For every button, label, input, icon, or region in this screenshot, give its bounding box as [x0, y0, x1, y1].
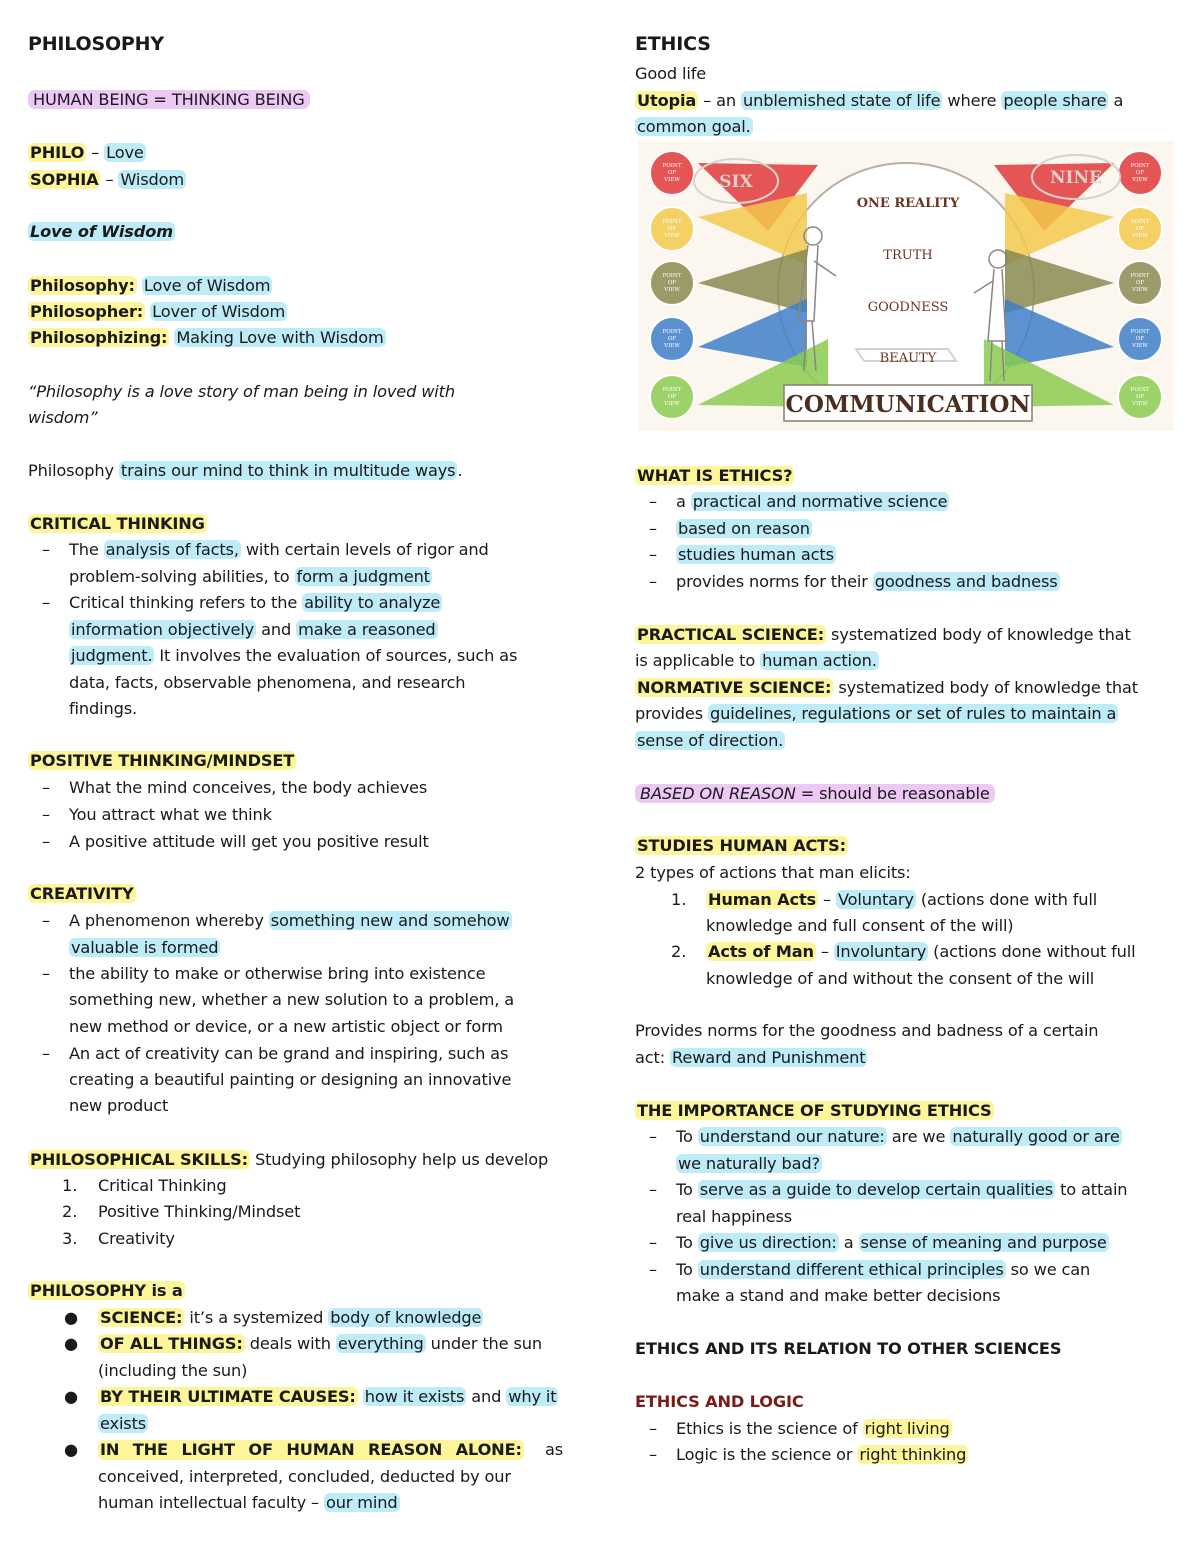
importance-heading — [635, 1101, 994, 1121]
sophia-label: SOPHIA — [30, 170, 99, 189]
dot-bullet: ● — [64, 1387, 79, 1406]
provides-line-2 — [635, 1048, 867, 1068]
pov-label: VIEW — [664, 401, 680, 407]
highlight: people share — [1003, 91, 1107, 110]
dash-bullet: – — [42, 778, 51, 797]
philo-line: PHILO – Love — [30, 143, 144, 162]
importance-i2-l2: real happiness — [676, 1207, 793, 1226]
positive-item: You attract what we think — [69, 805, 272, 824]
text: To — [676, 1180, 698, 1199]
good-life: Good life — [635, 64, 707, 83]
highlight: everything — [337, 1334, 424, 1353]
label: Human Acts — [708, 890, 817, 909]
pov-label: OF — [1135, 226, 1145, 232]
highlight: Voluntary — [837, 890, 914, 909]
critical-b2-l5: findings. — [69, 699, 137, 718]
importance-i3 — [676, 1233, 1109, 1253]
highlight: ability to analyze — [304, 593, 441, 612]
is-a-heading-text: PHILOSOPHY is a — [30, 1281, 183, 1300]
importance-i1 — [676, 1127, 1122, 1147]
critical-b2-l4: data, facts, observable phenomena, and research — [69, 673, 466, 692]
word-goodness: GOODNESS — [867, 300, 949, 315]
dot-bullet: ● — [64, 1308, 79, 1327]
pov-label: OF — [667, 226, 677, 232]
importance-i2 — [676, 1180, 1127, 1200]
highlight: form a judgment — [296, 567, 430, 586]
text: – an — [698, 91, 741, 110]
philosophy-title: PHILOSOPHY — [28, 33, 164, 55]
highlight: make a reasoned — [298, 620, 436, 639]
text: – — [815, 942, 834, 961]
list-number: 2. — [671, 942, 687, 961]
highlight: body of knowledge — [330, 1308, 482, 1327]
skills-item: Positive Thinking/Mindset — [98, 1202, 301, 1221]
studies-heading-text: STUDIES HUMAN ACTS: — [637, 836, 846, 855]
dash-bullet: – — [649, 1445, 658, 1464]
list-number: 2. — [62, 1202, 78, 1221]
highlight: understand our nature: — [699, 1127, 885, 1146]
all-things-line — [98, 1334, 542, 1354]
pov-label: OF — [1135, 394, 1145, 400]
highlight: information objectively — [71, 620, 255, 639]
based-rest: = should be reasonable — [795, 784, 990, 803]
ethics-title: ETHICS — [635, 33, 711, 55]
text: so we can — [1005, 1260, 1091, 1279]
highlight: exists — [100, 1414, 147, 1433]
based-highlight — [635, 784, 995, 803]
dash-bullet: – — [649, 1180, 658, 1199]
highlight: valuable is formed — [71, 938, 219, 957]
positive-heading-text: POSITIVE THINKING/MINDSET — [30, 751, 295, 770]
creativity-heading-text: CREATIVITY — [30, 884, 134, 903]
quote-text: “Philosophy is a love story of man being in loved with — [28, 382, 455, 401]
text: is applicable to — [635, 651, 761, 670]
is-a-heading — [28, 1281, 185, 1301]
dash-bullet: – — [649, 1233, 658, 1252]
text: a — [676, 492, 691, 511]
science-line — [98, 1308, 483, 1328]
def-value: Lover of Wisdom — [152, 302, 286, 321]
skills-label: PHILOSOPHICAL SKILLS: — [30, 1150, 248, 1169]
dash-bullet: – — [649, 492, 658, 511]
pov-label: VIEW — [664, 233, 680, 239]
text: systematized body of knowledge that — [833, 678, 1138, 697]
highlight: we naturally bad? — [678, 1154, 820, 1173]
pov-label: VIEW — [1132, 233, 1148, 239]
creativity-b3-l2: creating a beautiful painting or designing an innovative — [69, 1070, 512, 1089]
highlight: our mind — [325, 1493, 398, 1512]
dash-bullet: – — [649, 572, 658, 591]
def-philosophizing — [28, 328, 386, 348]
def-term: Philosophizing: — [30, 328, 168, 347]
def-term: Philosopher: — [30, 302, 144, 321]
highlight: human action. — [762, 651, 877, 670]
logic-item-1 — [676, 1419, 952, 1439]
reason-line-2: conceived, interpreted, concluded, deducted by our — [98, 1467, 511, 1486]
text: to attain — [1055, 1180, 1128, 1199]
highlight: practical and normative science — [692, 492, 948, 511]
what-item-3 — [676, 545, 836, 565]
text: where — [942, 91, 1002, 110]
label: SCIENCE: — [100, 1308, 183, 1327]
highlight: right living — [864, 1419, 950, 1438]
human-acts-line-2: knowledge and full consent of the will) — [706, 916, 1014, 935]
text: (actions done with full — [915, 890, 1098, 909]
acts-of-man-line-2: knowledge of and without the consent of the will — [706, 969, 1095, 988]
positive-item: A positive attitude will get you positive result — [69, 832, 429, 851]
highlight: goodness and badness — [874, 572, 1058, 591]
trains-line — [28, 461, 462, 481]
human-acts-line — [706, 890, 1097, 910]
highlight: unblemished state of life — [742, 91, 941, 110]
text: Critical thinking refers to the — [69, 593, 303, 612]
def-philosopher — [28, 302, 287, 322]
label: NORMATIVE SCIENCE: — [637, 678, 832, 697]
love-of-wisdom: Love of Wisdom — [30, 222, 173, 241]
highlight: naturally good or are — [952, 1127, 1120, 1146]
trains-post: . — [457, 461, 463, 480]
logic-heading: ETHICS AND LOGIC — [635, 1392, 804, 1411]
studies-intro: 2 types of actions that man elicits: — [635, 863, 911, 882]
philo-meaning: Love — [106, 143, 144, 162]
highlight: give us direction: — [699, 1233, 837, 1252]
word-truth: TRUTH — [883, 248, 933, 263]
pov-label: VIEW — [1132, 177, 1148, 183]
highlight: something new and somehow — [270, 911, 510, 930]
trains-highlight: trains our mind to think in multitude ways — [120, 461, 456, 480]
pov-label: POINT — [1130, 273, 1150, 279]
skills-item: Creativity — [98, 1229, 175, 1248]
text: are we — [886, 1127, 951, 1146]
relation-heading: ETHICS AND ITS RELATION TO OTHER SCIENCES — [635, 1339, 1062, 1358]
reason-line — [98, 1440, 563, 1460]
text: To — [676, 1127, 698, 1146]
what-item-2 — [676, 519, 812, 539]
what-item-4 — [676, 572, 1060, 592]
text: and — [256, 620, 297, 639]
highlight: sense of meaning and purpose — [860, 1233, 1107, 1252]
text: provides norms for their — [676, 572, 873, 591]
word-beauty: BEAUTY — [879, 351, 937, 366]
pov-label: OF — [667, 280, 677, 286]
pov-label: VIEW — [1132, 401, 1148, 407]
label: PRACTICAL SCIENCE: — [637, 625, 825, 644]
text: To — [676, 1260, 698, 1279]
list-number: 1. — [671, 890, 687, 909]
text: The — [69, 540, 104, 559]
utopia-label: Utopia — [637, 91, 697, 110]
word-one-reality: ONE REALITY — [856, 196, 960, 211]
critical-b2-l3 — [69, 646, 517, 666]
pov-label: POINT — [662, 329, 682, 335]
text: Logic is the science or — [676, 1445, 858, 1464]
dot-bullet: ● — [64, 1334, 79, 1353]
pov-label: OF — [667, 336, 677, 342]
def-term: Philosophy: — [30, 276, 135, 295]
practical-line — [635, 625, 1131, 645]
label: OF ALL THINGS: — [100, 1334, 243, 1353]
practical-line-2 — [635, 651, 879, 671]
creativity-b2-l3: new method or device, or a new artistic object or form — [69, 1017, 503, 1036]
dash-bullet: – — [649, 519, 658, 538]
text: it’s a systemized — [184, 1308, 329, 1327]
highlight: common goal. — [637, 117, 751, 136]
list-number: 1. — [62, 1176, 78, 1195]
skills-item: Critical Thinking — [98, 1176, 227, 1195]
dash-bullet: – — [649, 1419, 658, 1438]
pov-label: POINT — [662, 273, 682, 279]
sophia-meaning: Wisdom — [120, 170, 185, 189]
quote-line-1 — [28, 382, 563, 402]
text: human intellectual faculty – — [98, 1493, 324, 1512]
positive-item: What the mind conceives, the body achieves — [69, 778, 428, 797]
pov-label: VIEW — [664, 287, 680, 293]
what-heading-text: WHAT IS ETHICS? — [637, 466, 793, 485]
normative-line-3 — [635, 731, 785, 751]
def-value: Making Love with Wisdom — [176, 328, 384, 347]
pov-label: POINT — [1130, 387, 1150, 393]
highlight: analysis of facts, — [105, 540, 239, 559]
human-being-line — [28, 90, 310, 110]
quote-line-2: wisdom” — [28, 408, 98, 427]
label: Acts of Man — [708, 942, 814, 961]
dash-bullet: – — [649, 1260, 658, 1279]
highlight: Reward and Punishment — [672, 1048, 866, 1067]
logic-item-2 — [676, 1445, 968, 1465]
dash-bullet: – — [649, 545, 658, 564]
text: (actions done without full — [928, 942, 1136, 961]
philo-label: PHILO — [30, 143, 85, 162]
critical-b1-l1 — [69, 540, 489, 560]
pov-label: POINT — [1130, 163, 1150, 169]
left-number-text: SIX — [719, 172, 753, 192]
highlight: guidelines, regulations or set of rules to maintain a — [710, 704, 1117, 723]
text: It involves the evaluation of sources, such as — [154, 646, 518, 665]
highlight: studies human acts — [678, 545, 834, 564]
pov-label: VIEW — [664, 177, 680, 183]
pov-label: POINT — [1130, 219, 1150, 225]
pov-label: POINT — [662, 387, 682, 393]
importance-i4-l2: make a stand and make better decisions — [676, 1286, 1001, 1305]
causes-line — [98, 1387, 558, 1407]
utopia-line — [635, 91, 1123, 111]
text: a — [838, 1233, 859, 1252]
dash-bullet: – — [42, 805, 51, 824]
trains-pre: Philosophy — [28, 461, 119, 480]
pov-label: POINT — [662, 163, 682, 169]
text: deals with — [244, 1334, 336, 1353]
text: act: — [635, 1048, 671, 1067]
text: a — [1108, 91, 1124, 110]
creativity-b2-l1: the ability to make or otherwise bring into existence — [69, 964, 486, 983]
pov-label: POINT — [662, 219, 682, 225]
pov-label: OF — [1135, 170, 1145, 176]
critical-b2-l2 — [69, 620, 438, 640]
creativity-b3-l3: new product — [69, 1096, 169, 1115]
what-heading — [635, 466, 794, 486]
based-on-reason-line — [635, 784, 995, 804]
dash-bullet: – — [42, 540, 51, 559]
text: under the sun — [425, 1334, 542, 1353]
dash-bullet: – — [42, 832, 51, 851]
creativity-b1-l2 — [69, 938, 220, 958]
highlight: why it — [508, 1387, 557, 1406]
communication-text: COMMUNICATION — [785, 391, 1031, 418]
highlight: understand different ethical principles — [699, 1260, 1004, 1279]
highlight: right thinking — [859, 1445, 967, 1464]
highlight: serve as a guide to develop certain qualities — [699, 1180, 1054, 1199]
creativity-heading — [28, 884, 136, 904]
text: provides — [635, 704, 709, 723]
pov-label: OF — [667, 394, 677, 400]
pov-label: OF — [1135, 336, 1145, 342]
text: and — [466, 1387, 507, 1406]
causes-line-2 — [98, 1414, 148, 1434]
pov-label: VIEW — [664, 343, 680, 349]
text: A phenomenon whereby — [69, 911, 269, 930]
dash-bullet: – — [42, 593, 51, 612]
normative-line — [635, 678, 1138, 698]
pov-label: VIEW — [1132, 343, 1148, 349]
critical-b1-l2 — [69, 567, 432, 587]
what-item-1 — [676, 492, 949, 512]
def-philosophy — [28, 276, 272, 296]
text: – — [818, 890, 836, 909]
dash-bullet: – — [42, 911, 51, 930]
highlight: based on reason — [678, 519, 810, 538]
sophia-line: SOPHIA – Wisdom — [30, 170, 185, 189]
reason-line-3 — [98, 1493, 400, 1513]
highlight: Involuntary — [835, 942, 927, 961]
pov-label: OF — [667, 170, 677, 176]
critical-b2-l1 — [69, 593, 442, 613]
list-number: 3. — [62, 1229, 78, 1248]
critical-heading-text: CRITICAL THINKING — [30, 514, 205, 533]
dash-bullet: – — [42, 964, 51, 983]
utopia-line-2 — [635, 117, 753, 137]
acts-of-man-line — [706, 942, 1135, 962]
skills-text: Studying philosophy help us develop — [249, 1150, 549, 1169]
importance-heading-text: THE IMPORTANCE OF STUDYING ETHICS — [637, 1101, 992, 1120]
studies-heading — [635, 836, 848, 856]
dot-bullet: ● — [64, 1440, 79, 1459]
dash-bullet: – — [649, 1127, 658, 1146]
highlight: how it exists — [364, 1387, 465, 1406]
dash-bullet: – — [42, 1044, 51, 1063]
love-of-wisdom-line — [28, 222, 175, 242]
text: as — [544, 1440, 563, 1459]
text: Ethics is the science of — [676, 1419, 863, 1438]
creativity-b3-l1: An act of creativity can be grand and inspiring, such as — [69, 1044, 509, 1063]
skills-line — [28, 1150, 548, 1170]
importance-i4 — [676, 1260, 1090, 1280]
communication-diagram — [638, 141, 1174, 431]
critical-heading — [28, 514, 207, 534]
highlight: sense of direction. — [637, 731, 784, 750]
pov-label: OF — [1135, 280, 1145, 286]
pov-label: POINT — [1130, 329, 1150, 335]
based-italic: BASED ON REASON — [640, 784, 796, 803]
pov-label: VIEW — [1132, 287, 1148, 293]
text: To — [676, 1233, 698, 1252]
provides-line: Provides norms for the goodness and badness of a certain — [635, 1021, 1099, 1040]
all-things-line-2: (including the sun) — [98, 1361, 248, 1380]
label: IN THE LIGHT OF HUMAN REASON ALONE: — [100, 1440, 522, 1459]
importance-i1-l2 — [676, 1154, 822, 1174]
creativity-b1-l1 — [69, 911, 512, 931]
normative-line-2 — [635, 704, 1118, 724]
def-value: Love of Wisdom — [143, 276, 271, 295]
positive-heading — [28, 751, 296, 771]
human-being-highlight: HUMAN BEING = THINKING BEING — [28, 90, 310, 109]
creativity-b2-l2: something new, whether a new solution to a problem, a — [69, 990, 515, 1009]
text: problem-solving abilities, to — [69, 567, 295, 586]
text: with certain levels of rigor and — [240, 540, 489, 559]
right-number-text: NINE — [1050, 168, 1102, 188]
label: BY THEIR ULTIMATE CAUSES: — [100, 1387, 356, 1406]
highlight: judgment. — [71, 646, 153, 665]
text: systematized body of knowledge that — [826, 625, 1131, 644]
